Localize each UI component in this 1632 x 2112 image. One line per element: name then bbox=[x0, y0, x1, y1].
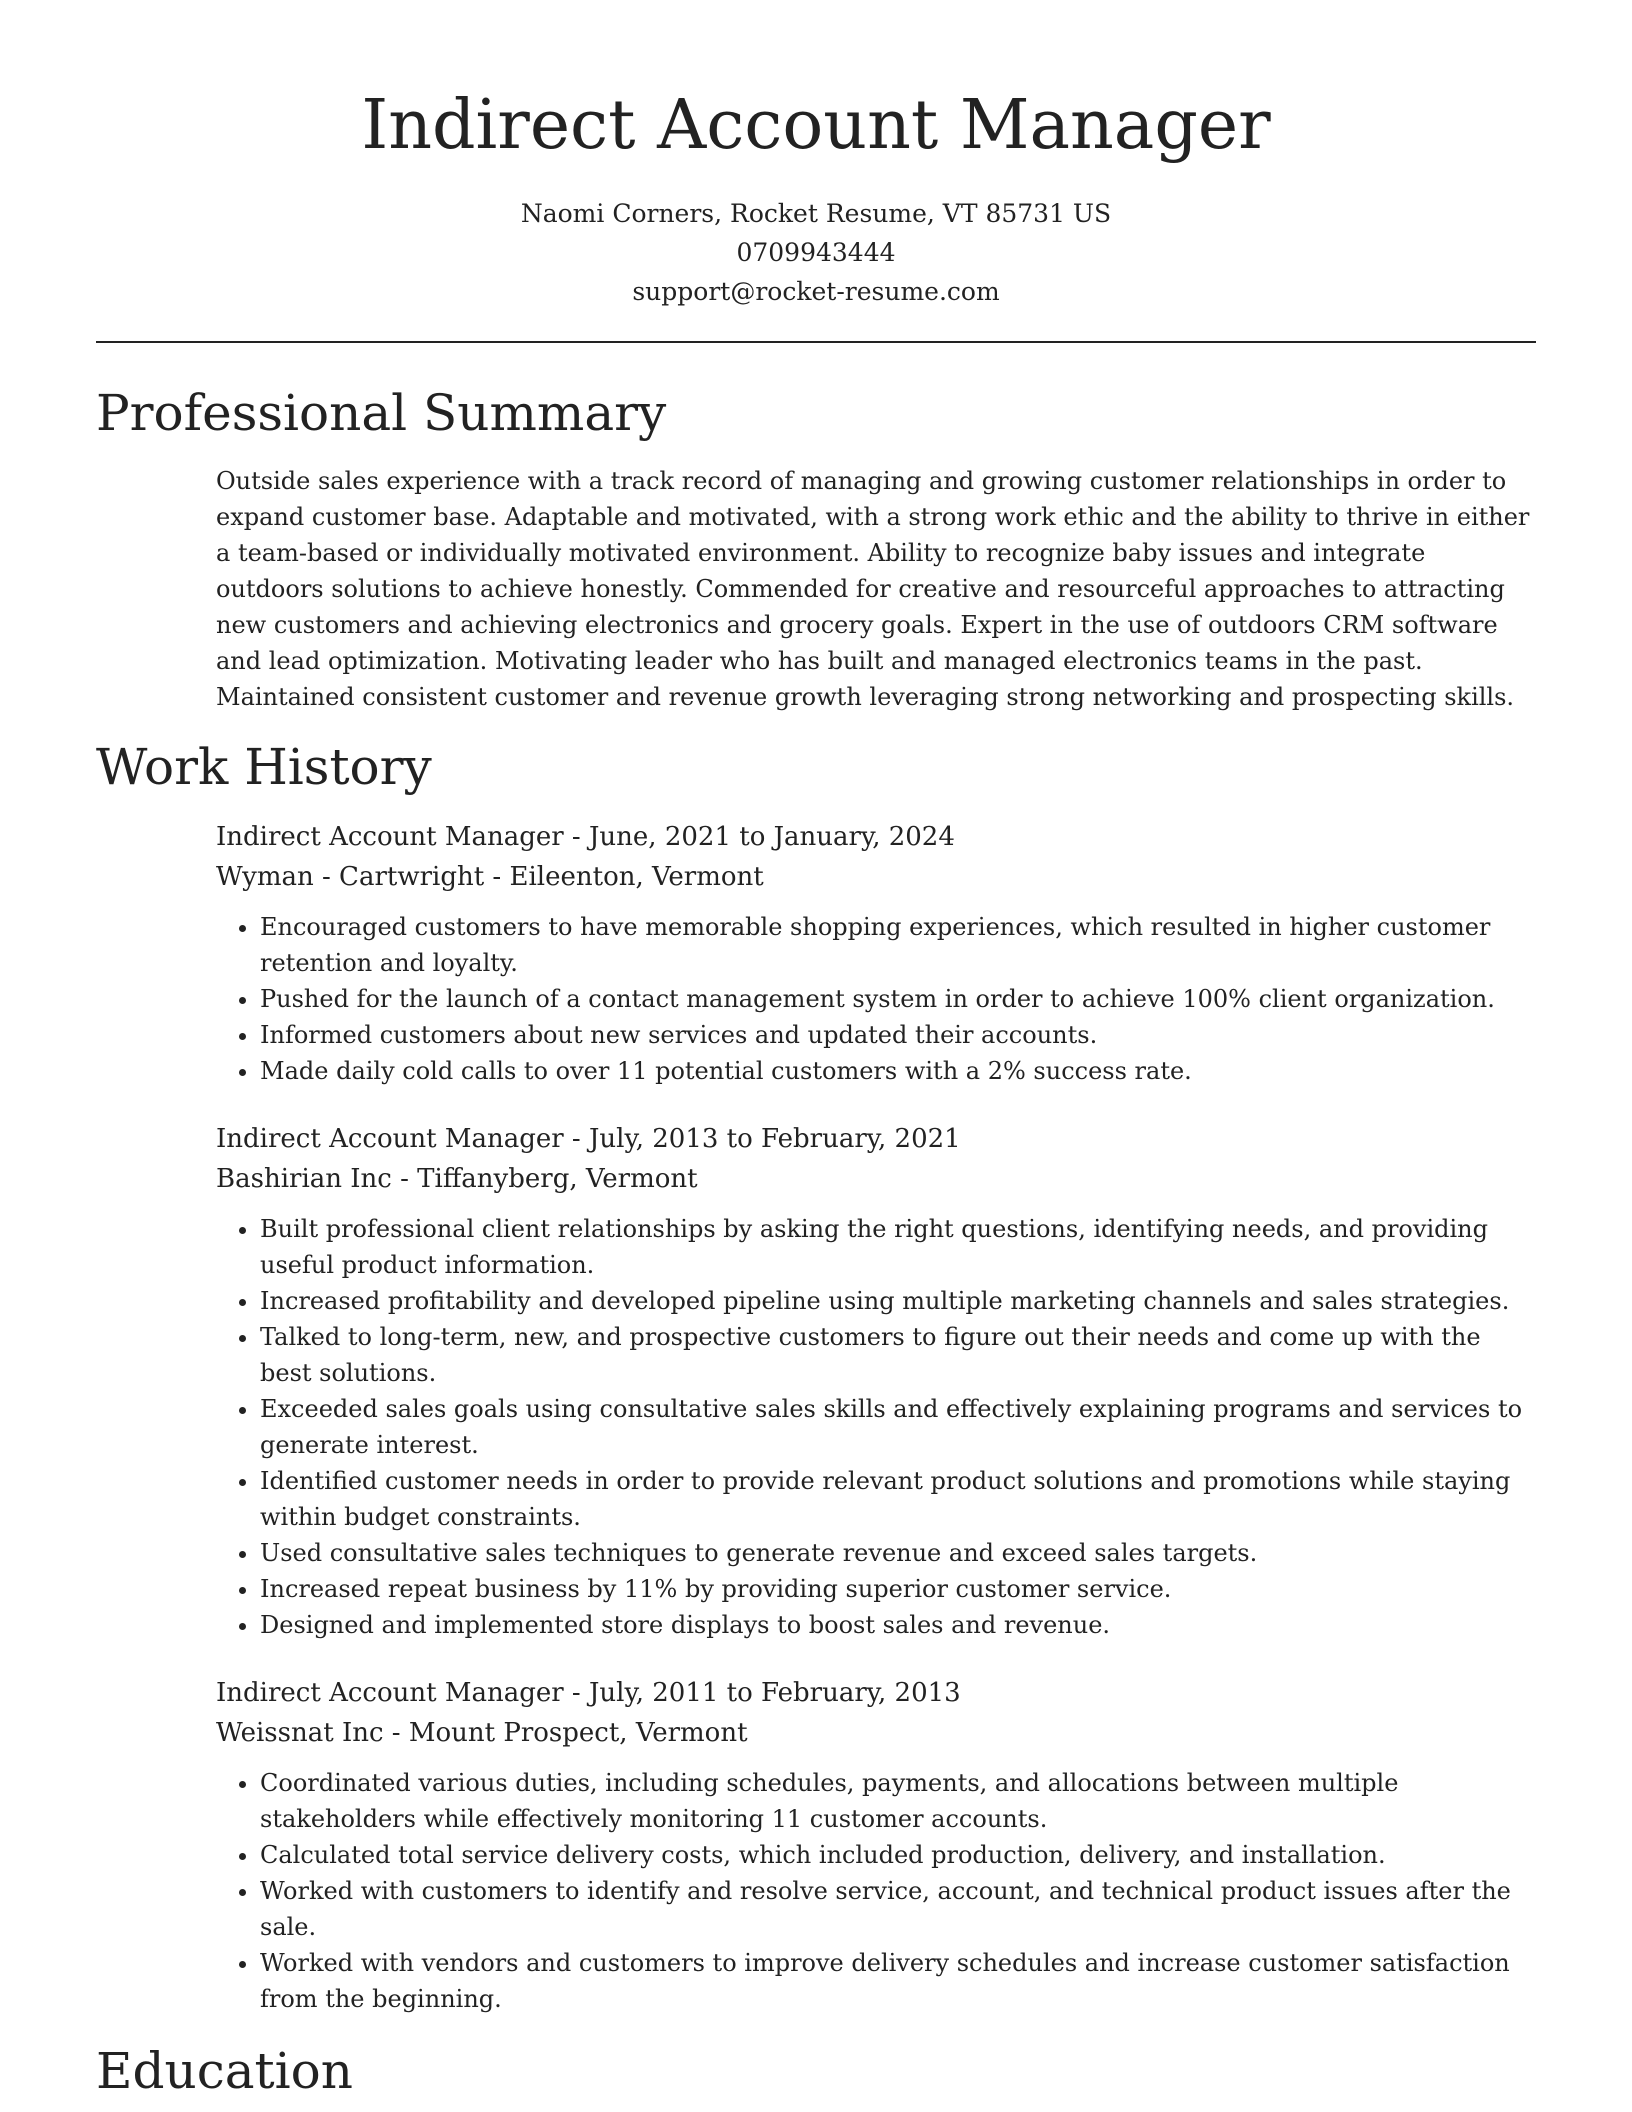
work-history-section bbox=[216, 817, 1536, 2017]
email-line: support@rocket-resume.com bbox=[632, 277, 1000, 306]
job-position: Indirect Account Manager bbox=[216, 1678, 564, 1708]
job-bullet-list bbox=[216, 1765, 1536, 2017]
list-item: • Informed customers about new services and updated their accounts. bbox=[260, 1017, 1536, 1053]
job-dates: July, 2011 to February, 2013 bbox=[588, 1678, 961, 1708]
page-title: Indirect Account Manager bbox=[361, 86, 1271, 165]
job-dates: June, 2021 to January, 2024 bbox=[588, 822, 955, 852]
job-company-line: Bashirian Inc - Tiffanyberg, Vermont bbox=[216, 1164, 698, 1194]
summary-section bbox=[216, 463, 1536, 715]
contact-block bbox=[96, 194, 1536, 311]
job-company: Bashirian Inc bbox=[216, 1164, 392, 1194]
address-line: Naomi Corners, Rocket Resume, VT 85731 US bbox=[520, 199, 1112, 228]
job-company-line: Wyman - Cartwright - Eileenton, Vermont bbox=[216, 862, 764, 892]
list-item: • Increased repeat business by 11% by providing superior customer service. bbox=[260, 1571, 1536, 1607]
list-item: • Designed and implemented store displays to boost sales and revenue. bbox=[260, 1607, 1536, 1643]
job-company: Weissnat Inc bbox=[216, 1718, 384, 1748]
job-title-line: Indirect Account Manager - July, 2013 to February, 2021 bbox=[216, 1124, 961, 1154]
job-entry bbox=[216, 817, 1536, 1089]
work-history-heading: Work History bbox=[96, 738, 432, 796]
list-item: • Worked with customers to identify and resolve service, account, and technical product issues after the sale. bbox=[260, 1873, 1536, 1945]
list-item: • Talked to long-term, new, and prospective customers to figure out their needs and come up with the best solutions. bbox=[260, 1319, 1536, 1391]
job-dates: July, 2013 to February, 2021 bbox=[588, 1124, 961, 1154]
job-title-line: Indirect Account Manager - June, 2021 to January, 2024 bbox=[216, 822, 955, 852]
job-position: Indirect Account Manager bbox=[216, 1124, 564, 1154]
list-item: • Made daily cold calls to over 11 potential customers with a 2% success rate. bbox=[260, 1053, 1536, 1089]
list-item: • Exceeded sales goals using consultative sales skills and effectively explaining programs and services to generate interest. bbox=[260, 1391, 1536, 1463]
job-company-line: Weissnat Inc - Mount Prospect, Vermont bbox=[216, 1718, 748, 1748]
job-entry bbox=[216, 1673, 1536, 2017]
education-heading: Education bbox=[96, 2042, 353, 2100]
list-item: • Pushed for the launch of a contact management system in order to achieve 100% client organization. bbox=[260, 981, 1536, 1017]
summary-text: Outside sales experience with a track record of managing and growing customer relationships in order to expand customer base. Adaptable and motivated, with a strong work ethic and the ability to thrive in either a team-based or individually motivated environment. Ability to recognize baby issues and integrate outdoors solutions to achieve honestly. Commended for creative and resourceful approaches to attracting new customers and achieving electronics and grocery goals. Expert in the use of outdoors CRM software and lead optimization. Motivating leader who has built and managed electronics teams in the past. Maintained consistent customer and revenue growth leveraging strong networking and prospecting skills. bbox=[216, 467, 1530, 711]
job-bullet-list bbox=[216, 1211, 1536, 1643]
list-item: • Built professional client relationships by asking the right questions, identifying needs, and providing useful product information. bbox=[260, 1211, 1536, 1283]
list-item: • Calculated total service delivery costs, which included production, delivery, and installation. bbox=[260, 1837, 1536, 1873]
list-item: • Worked with vendors and customers to improve delivery schedules and increase customer satisfaction from the beginning. bbox=[260, 1945, 1536, 2017]
summary-heading: Professional Summary bbox=[96, 384, 667, 442]
list-item: • Identified customer needs in order to provide relevant product solutions and promotions while staying within budget constraints. bbox=[260, 1463, 1536, 1535]
list-item: • Used consultative sales techniques to generate revenue and exceed sales targets. bbox=[260, 1535, 1536, 1571]
list-item: • Encouraged customers to have memorable shopping experiences, which resulted in higher customer retention and loyalty. bbox=[260, 909, 1536, 981]
resume-header bbox=[96, 0, 1536, 311]
job-location: Mount Prospect, Vermont bbox=[408, 1718, 748, 1748]
job-company: Wyman - Cartwright bbox=[216, 862, 485, 892]
job-location: Tiffanyberg, Vermont bbox=[417, 1164, 698, 1194]
list-item: • Increased profitability and developed pipeline using multiple marketing channels and sales strategies. bbox=[260, 1283, 1536, 1319]
job-bullet-list bbox=[216, 909, 1536, 1089]
list-item: • Coordinated various duties, including schedules, payments, and allocations between multiple stakeholders while effectively monitoring 11 customer accounts. bbox=[260, 1765, 1536, 1837]
job-location: Eileenton, Vermont bbox=[509, 862, 764, 892]
job-position: Indirect Account Manager bbox=[216, 822, 564, 852]
phone-line: 0709943444 bbox=[736, 238, 896, 267]
job-entry bbox=[216, 1119, 1536, 1643]
header-divider bbox=[96, 341, 1536, 343]
job-title-line: Indirect Account Manager - July, 2011 to February, 2013 bbox=[216, 1678, 961, 1708]
